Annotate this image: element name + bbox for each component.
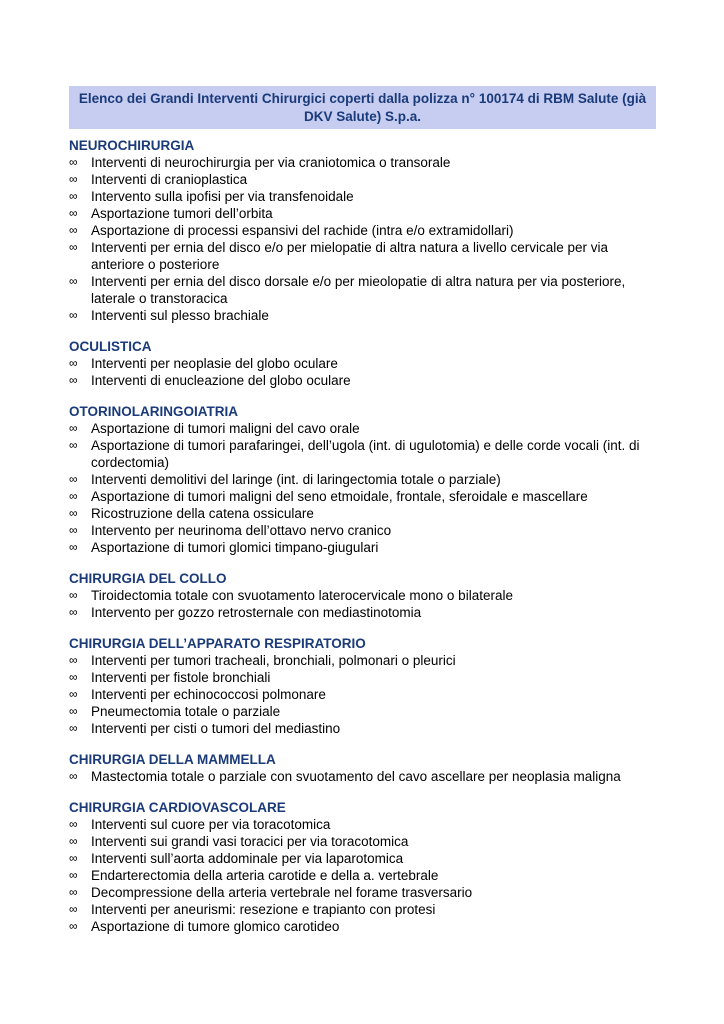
list-item bbox=[69, 488, 656, 505]
document-title: Elenco dei Grandi Interventi Chirurgici coperti dalla polizza n° 100174 di RBM Salute (già DKV Salute) S.p.a. bbox=[69, 86, 656, 129]
list-item bbox=[69, 522, 656, 539]
list-item bbox=[69, 539, 656, 556]
infinity-bullet-icon: ∞ bbox=[69, 834, 78, 848]
procedure-list bbox=[69, 355, 656, 389]
list-item bbox=[69, 273, 656, 307]
section-heading: CHIRURGIA DELLA MAMMELLA bbox=[69, 752, 276, 767]
list-item-text: Interventi per ernia del disco e/o per mielopatie di altra natura a livello cervicale per via anteriore o posteriore bbox=[91, 240, 609, 272]
list-item bbox=[69, 171, 656, 188]
list-item-text: Intervento per neurinoma dell’ottavo nervo cranico bbox=[91, 523, 392, 538]
infinity-bullet-icon: ∞ bbox=[69, 687, 78, 701]
infinity-bullet-icon: ∞ bbox=[69, 373, 78, 387]
infinity-bullet-icon: ∞ bbox=[69, 472, 78, 486]
infinity-bullet-icon: ∞ bbox=[69, 902, 78, 916]
list-item-text: Mastectomia totale o parziale con svuotamento del cavo ascellare per neoplasia maligna bbox=[91, 769, 621, 784]
infinity-bullet-icon: ∞ bbox=[69, 885, 78, 899]
list-item bbox=[69, 884, 656, 901]
list-item bbox=[69, 867, 656, 884]
list-item-text: Interventi per ernia del disco dorsale e/o per mieolopatie di altra natura per via posteriore, laterale o transtoracica bbox=[91, 274, 626, 306]
infinity-bullet-icon: ∞ bbox=[69, 540, 78, 554]
infinity-bullet-icon: ∞ bbox=[69, 155, 78, 169]
procedure-list bbox=[69, 154, 656, 324]
section-heading: CHIRURGIA CARDIOVASCOLARE bbox=[69, 800, 286, 815]
list-item-text: Interventi per tumori tracheali, bronchiali, polmonari o pleurici bbox=[91, 653, 456, 668]
infinity-bullet-icon: ∞ bbox=[69, 851, 78, 865]
list-item bbox=[69, 652, 656, 669]
infinity-bullet-icon: ∞ bbox=[69, 421, 78, 435]
list-item-text: Interventi demolitivi del laringe (int. di laringectomia totale o parziale) bbox=[91, 472, 501, 487]
list-item bbox=[69, 372, 656, 389]
infinity-bullet-icon: ∞ bbox=[69, 605, 78, 619]
list-item bbox=[69, 703, 656, 720]
list-item bbox=[69, 833, 656, 850]
section bbox=[69, 799, 656, 935]
section bbox=[69, 338, 656, 389]
list-item-text: Interventi per fistole bronchiali bbox=[91, 670, 271, 685]
list-item bbox=[69, 437, 656, 471]
list-item-text: Interventi di cranioplastica bbox=[91, 172, 248, 187]
list-item bbox=[69, 205, 656, 222]
list-item-text: Interventi sui grandi vasi toracici per via toracotomica bbox=[91, 834, 409, 849]
list-item-text: Interventi per echinococcosi polmonare bbox=[91, 687, 326, 702]
list-item bbox=[69, 918, 656, 935]
infinity-bullet-icon: ∞ bbox=[69, 240, 78, 254]
list-item-text: Interventi per aneurismi: resezione e trapianto con protesi bbox=[91, 902, 436, 917]
list-item bbox=[69, 420, 656, 437]
infinity-bullet-icon: ∞ bbox=[69, 438, 78, 452]
list-item-text: Asportazione di processi espansivi del rachide (intra e/o extramidollari) bbox=[91, 223, 514, 238]
infinity-bullet-icon: ∞ bbox=[69, 817, 78, 831]
section bbox=[69, 570, 656, 621]
list-item bbox=[69, 686, 656, 703]
list-item-text: Asportazione di tumori parafaringei, dell’ugola (int. di ugulotomia) e delle corde vocali (int. di cordectomia) bbox=[91, 438, 640, 470]
list-item-text: Asportazione di tumori glomici timpano-giugulari bbox=[91, 540, 379, 555]
infinity-bullet-icon: ∞ bbox=[69, 223, 78, 237]
infinity-bullet-icon: ∞ bbox=[69, 172, 78, 186]
list-item bbox=[69, 471, 656, 488]
section-heading: NEUROCHIRURGIA bbox=[69, 138, 195, 153]
list-item-text: Endarterectomia della arteria carotide e della a. vertebrale bbox=[91, 868, 439, 883]
infinity-bullet-icon: ∞ bbox=[69, 868, 78, 882]
infinity-bullet-icon: ∞ bbox=[69, 588, 78, 602]
section-heading: OTORINOLARINGOIATRIA bbox=[69, 404, 238, 419]
section-heading: OCULISTICA bbox=[69, 339, 152, 354]
infinity-bullet-icon: ∞ bbox=[69, 721, 78, 735]
infinity-bullet-icon: ∞ bbox=[69, 206, 78, 220]
infinity-bullet-icon: ∞ bbox=[69, 274, 78, 288]
list-item bbox=[69, 239, 656, 273]
list-item bbox=[69, 154, 656, 171]
procedure-list bbox=[69, 816, 656, 935]
section bbox=[69, 751, 656, 785]
procedure-list bbox=[69, 587, 656, 621]
list-item bbox=[69, 816, 656, 833]
infinity-bullet-icon: ∞ bbox=[69, 489, 78, 503]
list-item-text: Interventi sull’aorta addominale per via laparotomica bbox=[91, 851, 404, 866]
list-item bbox=[69, 587, 656, 604]
list-item-text: Asportazione tumori dell’orbita bbox=[91, 206, 273, 221]
list-item-text: Decompressione della arteria vertebrale nel forame trasversario bbox=[91, 885, 473, 900]
section bbox=[69, 635, 656, 737]
list-item bbox=[69, 901, 656, 918]
list-item bbox=[69, 850, 656, 867]
list-item-text: Intervento sulla ipofisi per via transfenoidale bbox=[91, 189, 354, 204]
infinity-bullet-icon: ∞ bbox=[69, 356, 78, 370]
list-item-text: Interventi sul plesso brachiale bbox=[91, 308, 269, 323]
infinity-bullet-icon: ∞ bbox=[69, 704, 78, 718]
list-item-text: Interventi di neurochirurgia per via craniotomica o transorale bbox=[91, 155, 451, 170]
infinity-bullet-icon: ∞ bbox=[69, 506, 78, 520]
section bbox=[69, 403, 656, 556]
procedure-list bbox=[69, 420, 656, 556]
infinity-bullet-icon: ∞ bbox=[69, 308, 78, 322]
list-item bbox=[69, 720, 656, 737]
list-item bbox=[69, 188, 656, 205]
list-item bbox=[69, 307, 656, 324]
list-item-text: Intervento per gozzo retrosternale con mediastinotomia bbox=[91, 605, 422, 620]
section-heading: CHIRURGIA DEL COLLO bbox=[69, 571, 227, 586]
section-heading: CHIRURGIA DELL’APPARATO RESPIRATORIO bbox=[69, 636, 366, 651]
list-item bbox=[69, 505, 656, 522]
list-item-text: Interventi di enucleazione del globo oculare bbox=[91, 373, 351, 388]
list-item bbox=[69, 604, 656, 621]
list-item-text: Interventi per cisti o tumori del mediastino bbox=[91, 721, 341, 736]
infinity-bullet-icon: ∞ bbox=[69, 189, 78, 203]
sections-container bbox=[69, 137, 656, 935]
list-item bbox=[69, 222, 656, 239]
list-item bbox=[69, 669, 656, 686]
list-item bbox=[69, 355, 656, 372]
list-item-text: Asportazione di tumori maligni del cavo orale bbox=[91, 421, 360, 436]
infinity-bullet-icon: ∞ bbox=[69, 769, 78, 783]
section bbox=[69, 137, 656, 324]
list-item-text: Asportazione di tumori maligni del seno etmoidale, frontale, sferoidale e mascellare bbox=[91, 489, 588, 504]
procedure-list bbox=[69, 768, 656, 785]
infinity-bullet-icon: ∞ bbox=[69, 653, 78, 667]
list-item-text: Interventi per neoplasie del globo oculare bbox=[91, 356, 338, 371]
list-item-text: Ricostruzione della catena ossiculare bbox=[91, 506, 314, 521]
infinity-bullet-icon: ∞ bbox=[69, 523, 78, 537]
list-item-text: Pneumectomia totale o parziale bbox=[91, 704, 281, 719]
list-item-text: Asportazione di tumore glomico carotideo bbox=[91, 919, 340, 934]
list-item-text: Tiroidectomia totale con svuotamento laterocervicale mono o bilaterale bbox=[91, 588, 513, 603]
infinity-bullet-icon: ∞ bbox=[69, 919, 78, 933]
list-item bbox=[69, 768, 656, 785]
procedure-list bbox=[69, 652, 656, 737]
infinity-bullet-icon: ∞ bbox=[69, 670, 78, 684]
list-item-text: Interventi sul cuore per via toracotomica bbox=[91, 817, 331, 832]
